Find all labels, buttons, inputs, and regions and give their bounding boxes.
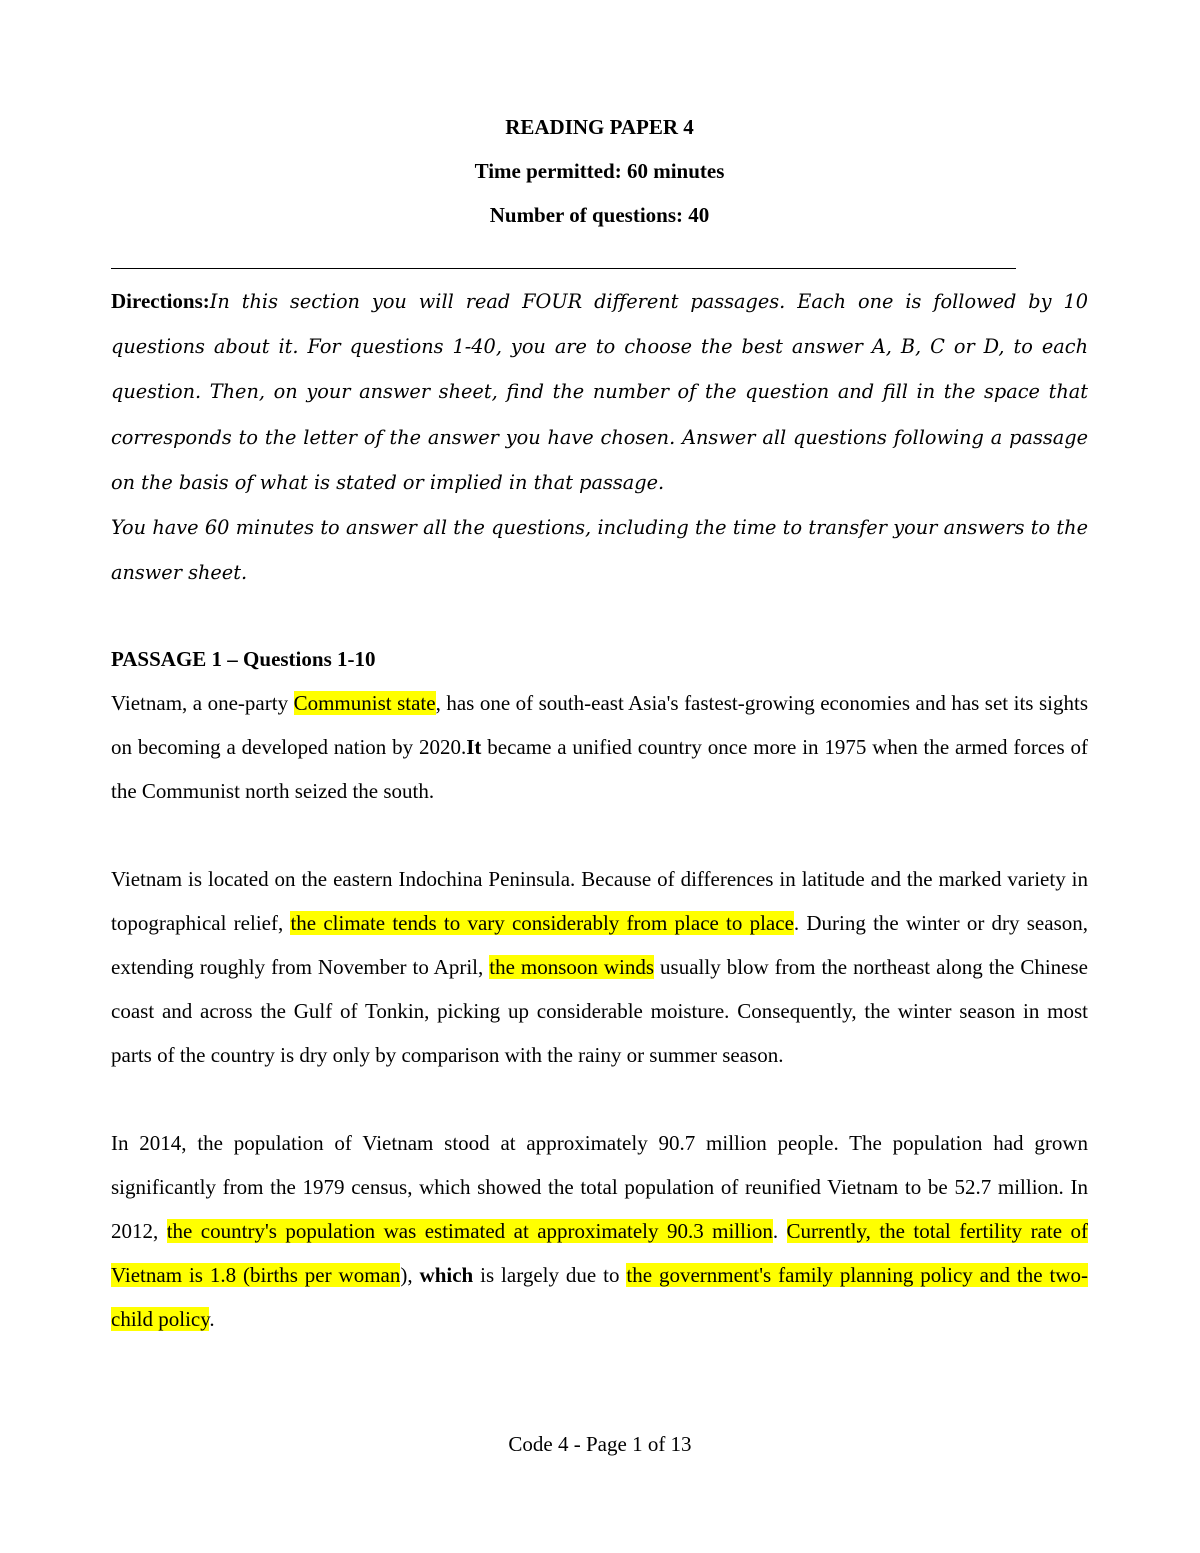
directions-label: Directions: <box>111 289 210 313</box>
highlighted-text: the government's family planning policy and the two-child policy <box>111 1263 1088 1332</box>
text-run: In 2014, the population of Vietnam stood at approximately 90.7 million people. The population had grown significantly from the 1979 census, which showed the total population of reunified Vietnam to be 52.7 million. In 2012, <box>111 1131 1088 1244</box>
directions-text: In this section you will read FOUR different passages. Each one is followed by 10 questions about it. For questions 1-40, you are to choose the best answer A, B, C or D, to each question. Then, on your answer sheet, find the number of the question and fill in the space that corresponds to the letter of the answer you have chosen. Answer all questions following a passage on the basis of what is stated or implied in that passage. <box>111 290 1088 494</box>
bold-text: which <box>419 1263 474 1288</box>
horizontal-rule <box>111 268 1016 269</box>
number-of-questions: Number of questions: 40 <box>489 203 710 227</box>
title-block <box>111 105 1088 237</box>
text-run: Vietnam is located on the eastern Indochina Peninsula. Because of differences in latitude and the marked variety in topographical relief, <box>111 867 1088 936</box>
text-run: became a unified country once more in 1975 when the armed forces of the Communist north seized the south. <box>111 735 1088 804</box>
text-run: usually blow from the northeast along the Chinese coast and across the Gulf of Tonkin, picking up considerable moisture. Consequently, the winter season in most parts of the country is dry only by comparison with the rainy or summer season. <box>111 955 1088 1068</box>
document-page <box>111 105 1088 1341</box>
text-run: Vietnam, a one-party <box>111 691 294 716</box>
text-run: , has one of south-east Asia's fastest-growing economies and has set its sights on becoming a developed nation by 2020. <box>111 691 1088 760</box>
passage-heading: PASSAGE 1 – Questions 1-10 <box>111 647 376 672</box>
highlighted-text: the climate tends to vary considerably from place to place <box>290 911 794 936</box>
directions-section <box>111 279 1088 595</box>
text-run: . During the winter or dry season, extending roughly from November to April, <box>111 911 1088 980</box>
paper-title: READING PAPER 4 <box>505 115 694 139</box>
passage-paragraph-3 <box>111 1121 1088 1341</box>
page-footer: Code 4 - Page 1 of 13 <box>508 1432 692 1456</box>
time-note-paragraph <box>111 505 1088 595</box>
time-permitted: Time permitted: 60 minutes <box>474 159 725 183</box>
highlighted-text: the country's population was estimated at approximately 90.3 million <box>166 1219 773 1244</box>
bold-text: It <box>466 735 482 760</box>
passage-paragraph-1 <box>111 681 1088 813</box>
text-run: is largely due to <box>473 1263 627 1288</box>
highlighted-text: Currently, the total fertility rate of Vietnam is 1.8 (births per woman <box>111 1219 1089 1288</box>
highlighted-text: Communist state <box>293 691 436 716</box>
directions-paragraph <box>111 279 1088 505</box>
text-run: . <box>209 1307 215 1332</box>
passage-paragraph-2 <box>111 857 1088 1077</box>
text-run: . <box>772 1219 787 1244</box>
highlighted-text: the monsoon winds <box>489 955 655 980</box>
time-note-text: You have 60 minutes to answer all the questions, including the time to transfer your answers to the answer sheet. <box>111 516 1088 585</box>
text-run: ), <box>400 1263 420 1288</box>
